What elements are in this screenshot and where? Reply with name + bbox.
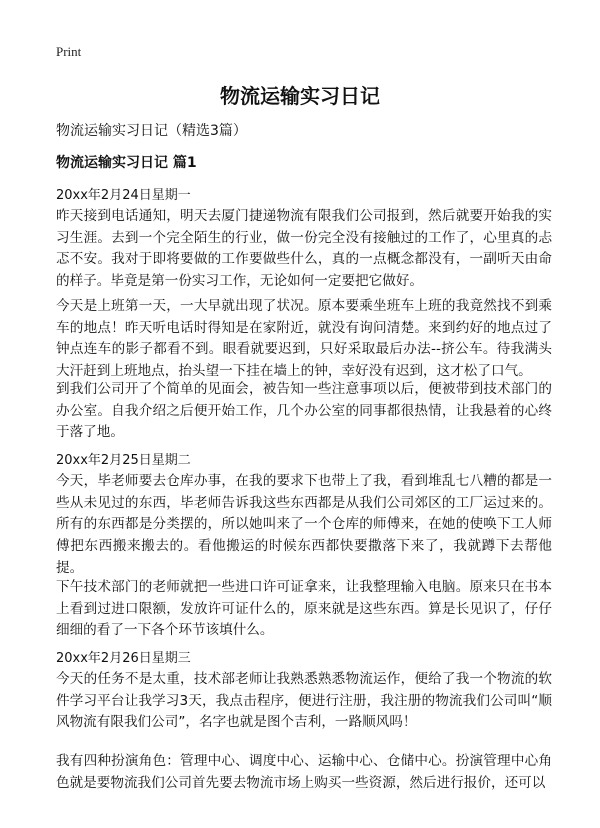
section-heading: 物流运输实习日记 篇1 — [56, 155, 197, 171]
entry-paragraph: 到我们公司开了个简单的见面会，被告知一些注意事项以后，便被带到技术部门的办公室。自我介绍之后便开始工作，几个办公室的同事都很热情，让我悬着的心终于落了地。 — [56, 381, 552, 441]
document-subtitle: 物流运输实习日记（精选3篇） — [56, 123, 247, 139]
entry-paragraph: 今天是上班第一天，一大早就出现了状况。原本要乘坐班车上班的我竟然找不到乘车的地点！昨天听电话时得知是在家附近，就没有询问清楚。来到约好的地点过了钟点连车的影子都看不到。眼看就要迟到，只好采取最后办法--挤公车。待我满头大汗赶到上班地点，抬头望一下挂在墙上的钟，幸好没有迟到，这才松了口气。 — [56, 298, 552, 380]
print-link[interactable]: Print — [56, 44, 82, 59]
entry-date: 20xx年2月25日星期二 — [56, 453, 191, 468]
entry-paragraph: 今天的任务不是太重，技术部老师让我熟悉熟悉物流运作，便给了我一个物流的软件学习平台让我学习3天，我点击程序，便进行注册，我注册的物流我们公司叫“顺风物流有限我们公司”，名字也就是图个吉利，一路顺风吗！ — [56, 671, 552, 731]
entry-date: 20xx年2月24日星期一 — [56, 188, 191, 203]
entry-date: 20xx年2月26日星期三 — [56, 651, 191, 666]
entry-paragraph: 我有四种扮演角色：管理中心、调度中心、运输中心、仓储中心。扮演管理中心角色就是要物流我们公司首先要去物流市场上购买一些资源，然后进行报价，还可以 — [56, 753, 552, 791]
document-title: 物流运输实习日记 — [220, 84, 380, 108]
entry-paragraph: 下午技术部门的老师就把一些进口许可证拿来，让我整理输入电脑。原来只在书本上看到过进口限额，发放许可证什么的，原来就是这些东西。算是长见识了，仔仔细细的看了一下各个环节该填什么。 — [56, 579, 552, 639]
entry-paragraph: 今天，毕老师要去仓库办事，在我的要求下也带上了我，看到堆乱七八糟的都是一些从未见过的东西，毕老师告诉我这些东西都是从我们公司郊区的工厂运过来的。所有的东西都是分类摆的，所以她叫来了一个仓库的师傅来，在她的使唤下工人师傅把东西搬来搬去的。看他搬运的时候东西都快要撒落下来了，我就蹲下去帮他提。 — [56, 473, 552, 576]
entry-paragraph: 昨天接到电话通知，明天去厦门捷递物流有限我们公司报到，然后就要开始我的实习生涯。去到一个完全陌生的行业，做一份完全没有接触过的工作了，心里真的忐忑不安。我对于即将要做的工作要做些什么，真的一点概念都没有，一副听天由命的样子。毕竟是第一份实习工作，无论如何一定要把它做好。 — [56, 208, 552, 290]
